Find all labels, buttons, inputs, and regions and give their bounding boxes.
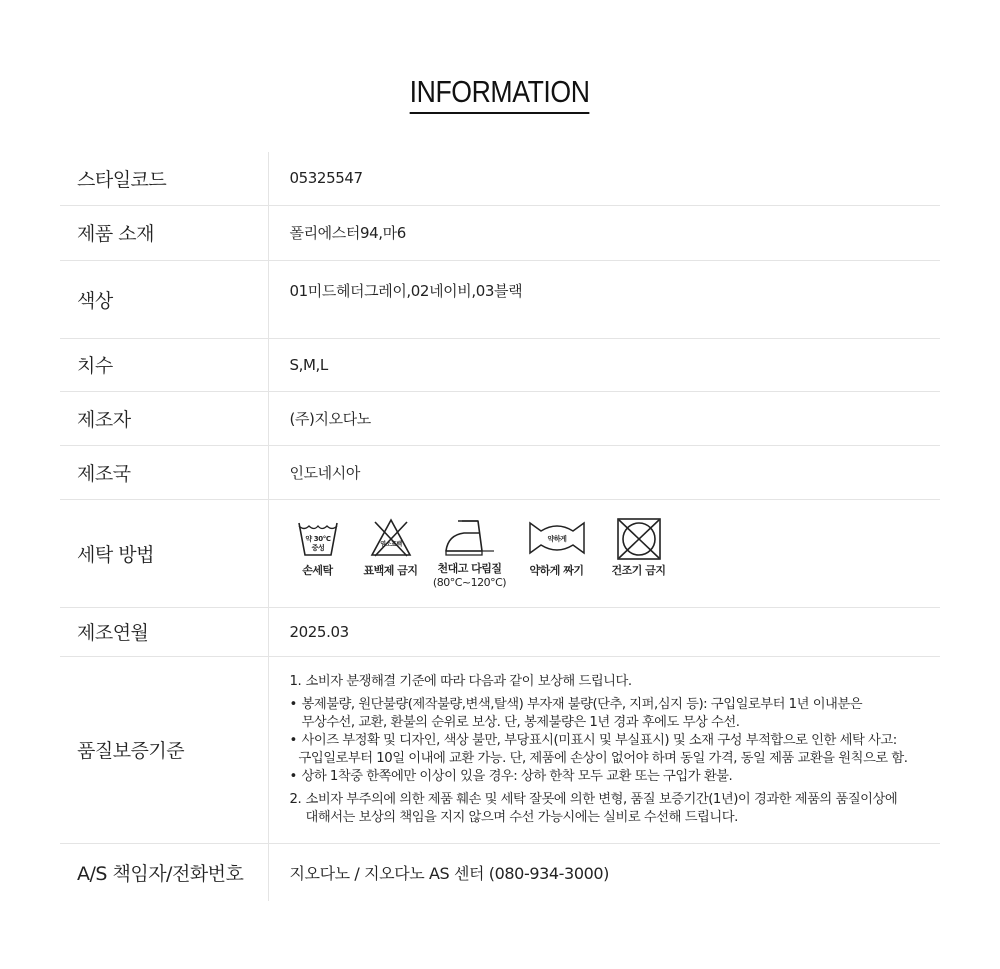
wash-item-iron [430, 517, 510, 590]
quality-item-1-num: 1. [289, 673, 302, 689]
quality-item-1 [290, 673, 941, 691]
wash-item-dryer [606, 517, 672, 578]
gentle-wring-inner: 약하게 [546, 534, 567, 543]
value-as: 지오다노 / 지오다노 AS 센터 (080-934-3000) [289, 863, 610, 883]
hand-wash-neutral: 중성 [311, 543, 324, 552]
quality-bullet-3-l1: 상하 1착중 한쪽에만 이상이 있을 경우: 상하 한착 모두 교환 또는 구입가 환불. [301, 768, 733, 784]
value-color: 01미드헤더그레이,02네이비,03블랙 [268, 260, 940, 338]
iron-caption-line1: 천대고 다림질 [437, 561, 502, 575]
quality-item-2-l1: 소비자 부주의에 의한 제품 훼손 및 세탁 잘못에 의한 변형, 품질 보증기간(1년)이 경과한 제품의 품질이상에 [305, 791, 898, 807]
row-washing [60, 499, 940, 607]
row-country [60, 445, 940, 499]
quality-bullet-3 [290, 768, 941, 786]
row-color [60, 260, 940, 338]
row-date [60, 607, 940, 656]
row-quality [60, 656, 940, 843]
value-manufacturer: (주)지오다노 [268, 391, 940, 445]
hand-wash-icon [296, 517, 340, 559]
bullet-dot: • [289, 732, 297, 748]
gentle-wring-caption: 약하게 짜기 [529, 563, 584, 577]
label-style-code: 스타일코드 [60, 152, 268, 205]
wash-item-hand [290, 517, 346, 578]
label-date: 제조연월 [60, 607, 268, 656]
value-washing [268, 499, 940, 607]
value-date: 2025.03 [268, 607, 940, 656]
quality-item-2 [290, 791, 941, 827]
value-style-code: 05325547 [268, 152, 940, 205]
row-as [60, 843, 940, 901]
title-wrap [0, 74, 1000, 114]
iron-icon [442, 517, 498, 559]
no-bleach-inner: 염소표백 [379, 540, 402, 548]
value-country: 인도네시아 [268, 445, 940, 499]
gentle-wring-icon [527, 517, 587, 559]
label-manufacturer: 제조자 [60, 391, 268, 445]
no-tumble-dry-caption: 건조기 금지 [611, 563, 666, 577]
row-manufacturer [60, 391, 940, 445]
row-size [60, 338, 940, 391]
hand-wash-temp: 약 30°C [304, 534, 331, 543]
product-info-table [60, 152, 940, 901]
bullet-dot: • [289, 696, 297, 712]
quality-bullet-2-l1: 사이즈 부정확 및 디자인, 색상 불만, 부당표시(미표시 및 부실표시) 및 소재 구성 부적합으로 인한 세탁 사고: [301, 732, 897, 748]
label-quality: 품질보증기준 [60, 656, 268, 843]
quality-bullet-1-l2: 무상수선, 교환, 환불의 순위로 보상. 단, 봉제불량은 1년 경과 후에도 무상 수선. [301, 714, 740, 730]
no-bleach-caption: 표백제 금지 [363, 563, 418, 577]
quality-item-1-text: 소비자 분쟁해결 기준에 따라 다음과 같이 보상해 드립니다. [305, 673, 632, 689]
quality-bullet-2 [290, 732, 941, 768]
page-title: INFORMATION [410, 74, 590, 114]
label-color: 색상 [60, 260, 268, 338]
row-material [60, 205, 940, 260]
iron-caption-line2: (80°C~120°C) [432, 575, 507, 589]
row-style-code [60, 152, 940, 205]
quality-bullet-1-l1: 봉제불량, 원단불량(제작불량,변색,탈색) 부자재 불량(단추, 지퍼,심지 등): 구입일로부터 1년 이내분은 [301, 696, 863, 712]
wash-item-bleach [360, 517, 422, 578]
value-size: S,M,L [268, 338, 940, 391]
washing-icons [290, 517, 941, 590]
wash-item-wring [524, 517, 590, 578]
iron-caption [433, 562, 506, 590]
quality-bullet-2-l2: 구입일로부터 10일 이내에 교환 가능. 단, 제품에 손상이 없어야 하며 동일 가격, 동일 제품 교환을 원칙으로 함. [298, 750, 908, 766]
quality-list [290, 673, 941, 827]
hand-wash-caption: 손세탁 [302, 563, 333, 577]
label-washing: 세탁 방법 [60, 499, 268, 607]
label-country: 제조국 [60, 445, 268, 499]
label-as: A/S 책임자/전화번호 [60, 843, 268, 901]
quality-item-2-l2: 대해서는 보상의 책임을 지지 않으며 수선 가능시에는 실비로 수선해 드립니다. [305, 809, 738, 825]
label-material: 제품 소재 [60, 205, 268, 260]
no-bleach-icon [369, 517, 413, 559]
no-tumble-dry-icon [616, 517, 662, 561]
quality-bullet-1 [290, 696, 941, 732]
value-quality [268, 656, 940, 843]
quality-item-2-num: 2. [289, 791, 302, 807]
bullet-dot: • [289, 768, 297, 784]
value-material: 폴리에스터94,마6 [268, 205, 940, 260]
label-size: 치수 [60, 338, 268, 391]
